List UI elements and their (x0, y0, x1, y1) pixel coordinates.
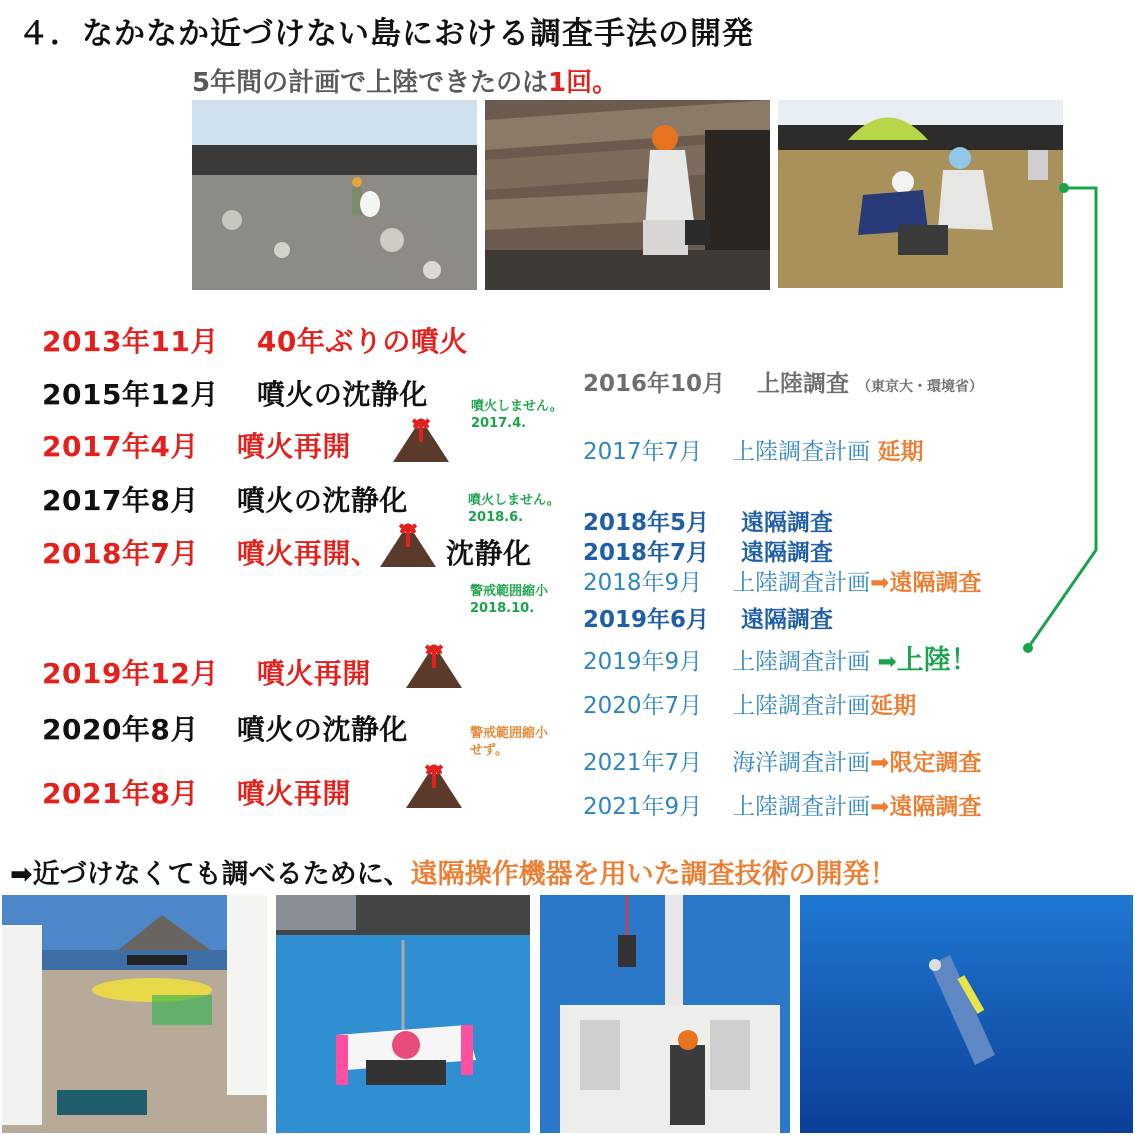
event-text: 噴火再開 (236, 430, 351, 463)
event-text: 噴火の沈静化 (236, 484, 408, 517)
event-date: 2015年12月 (42, 378, 219, 411)
event-text: 噴火の沈静化 (256, 378, 428, 411)
event-text: 噴火の沈静化 (236, 713, 408, 746)
event-text: 噴火再開、 (236, 537, 380, 570)
event-2015-12 (42, 373, 428, 413)
plan-2019-09: 2019年9月 上陸調査計画 ➡上陸！ (583, 645, 978, 676)
plan-2018-07: 2018年7月 遠隔調査 (583, 540, 834, 566)
page-title: ４．なかなか近づけない島における調査手法の開発 (18, 16, 754, 52)
plan-2019-06: 2019年6月 遠隔調査 (583, 607, 834, 633)
volcano-eruption-icon (380, 517, 436, 569)
plan-2017-07: 2017年7月 上陸調査計画 延期 (583, 439, 924, 465)
event-2017-04 (42, 425, 351, 465)
event-date: 2019年12月 (42, 657, 219, 690)
photo-lava-field-survey (192, 100, 477, 290)
event-2017-08 (42, 479, 408, 519)
event-2018-07-calm (446, 532, 532, 572)
event-2018-07 (42, 532, 379, 572)
event-date: 2020年8月 (42, 713, 199, 746)
note-2018-06: 噴火しません。 2018.6. (468, 493, 560, 525)
plan-2016-10: 2016年10月 上陸調査 （東京大・環境省） (583, 371, 984, 397)
plan-2021-09: 2021年9月 上陸調査計画➡遠隔調査 (583, 794, 982, 820)
photo-drone-on-deck (2, 895, 267, 1133)
conclusion-text: ➡近づけなくても調べるために、遠隔操作機器を用いた調査技術の開発！ (10, 859, 897, 890)
note-2017-04: 噴火しません。 2017.4. (471, 399, 563, 431)
volcano-eruption-icon (406, 638, 462, 690)
photo-sampler-on-tarp (276, 895, 530, 1133)
event-date: 2021年8月 (42, 777, 199, 810)
photo-crane-deployment (540, 895, 790, 1133)
event-date: 2017年4月 (42, 430, 199, 463)
plan-2018-09: 2018年9月 上陸調査計画➡遠隔調査 (583, 570, 982, 596)
subtitle-text: 5年間の計画で上陸できたのは (192, 68, 549, 98)
arrow-right-icon: ➡ (870, 750, 890, 776)
arrow-right-icon: ➡ (870, 794, 890, 820)
volcano-eruption-icon (393, 412, 449, 464)
event-text: 噴火再開 (236, 777, 351, 810)
arrow-right-icon: ➡ (870, 570, 890, 596)
event-2021-08 (42, 772, 351, 812)
event-date: 2013年11月 (42, 325, 219, 358)
event-text: 噴火再開 (256, 657, 371, 690)
green-connector-line (1020, 180, 1130, 660)
event-2013-11 (42, 320, 468, 360)
plan-2018-05: 2018年5月 遠隔調査 (583, 510, 834, 536)
photo-underwater-rov (800, 895, 1133, 1133)
event-date: 2017年8月 (42, 484, 199, 517)
plan-2020-07: 2020年7月 上陸調査計画延期 (583, 693, 917, 719)
volcano-eruption-icon (406, 758, 462, 810)
subtitle-highlight: 1回。 (548, 68, 619, 98)
event-2019-12 (42, 652, 371, 692)
event-2020-08 (42, 708, 408, 748)
plan-2021-07: 2021年7月 海洋調査計画➡限定調査 (583, 750, 982, 776)
note-2018-10: 警戒範囲縮小 2018.10. (470, 584, 549, 616)
event-date: 2018年7月 (42, 537, 199, 570)
subtitle (192, 62, 618, 99)
event-after-text: 沈静化 (446, 537, 532, 570)
arrow-right-icon: ➡ (877, 649, 897, 675)
event-text: 40年ぶりの噴火 (256, 325, 468, 358)
note-warning-not-reduced: 警戒範囲縮小 せず。 (470, 726, 549, 758)
photo-cliff-sampling (485, 100, 770, 290)
